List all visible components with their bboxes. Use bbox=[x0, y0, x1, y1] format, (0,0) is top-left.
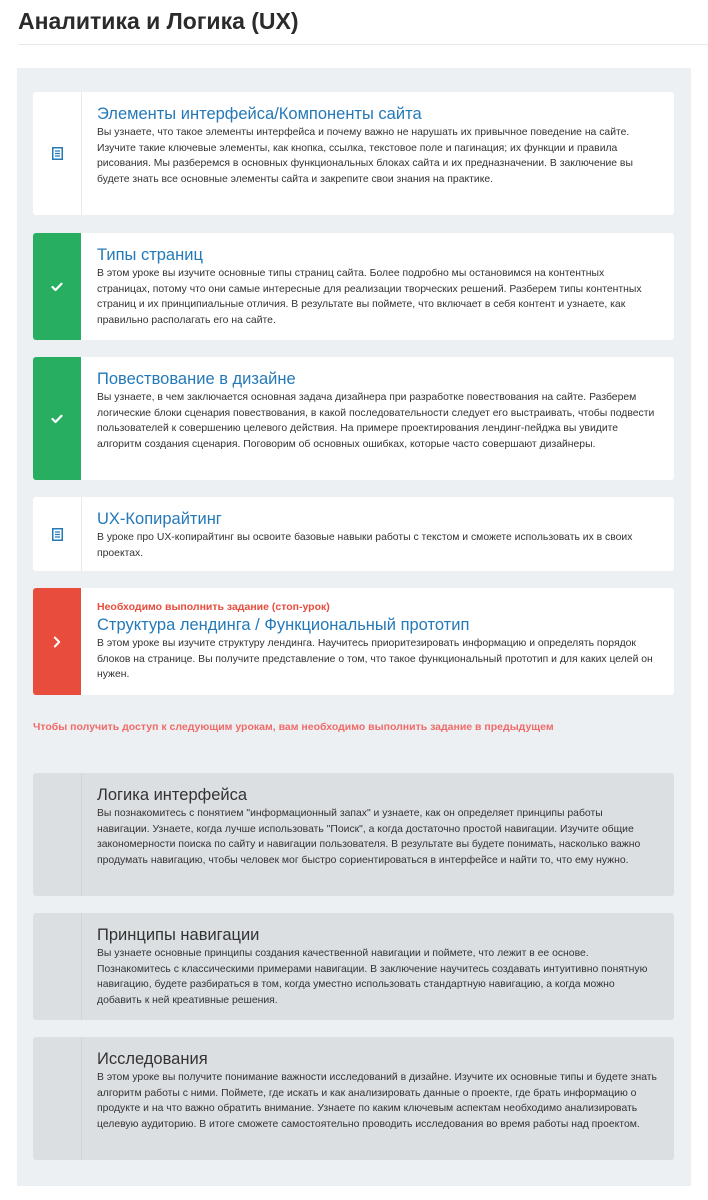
lesson-status bbox=[33, 588, 81, 695]
lesson-title-link[interactable]: UX-Копирайтинг bbox=[97, 510, 222, 528]
locked-lesson-card bbox=[33, 1037, 674, 1160]
lesson-description: В этом уроке вы изучите структуру лендинга. Научитесь приоритезировать информацию и определять порядок блоков на странице. Вы получите представление о том, что такое функциональный прототип и для каких целей он нужен. bbox=[97, 638, 653, 680]
lesson-description: В этом уроке вы получите понимание важности исследований в дизайне. Изучите их основные типы и будете знать алгоритм работы с ними. Поймете, где искать и как анализировать данные о проекте, где брать информацию о продукте и на что важно обратить внимание. Узнаете по каким ключевым аспектам необходимо анализировать целевую аудиторию. В итоге сможете самостоятельно проводить исследования во время работы над проектом. bbox=[97, 1072, 657, 1130]
lesson-card[interactable] bbox=[33, 92, 674, 215]
lesson-description: Вы узнаете, в чем заключается основная задача дизайнера при разработке повествования на сайте. Разберем логические блоки сценария повествования, в какой последовательности следует его выстраивать, чтобы подвести пользователей к совершению целевого действия. На примере проектирования лендинг-пейджа вы увидите алгоритм создания сценария. Поговорим об основных ошибках, которые часто совершают дизайнеры. bbox=[97, 392, 655, 450]
lesson-title-link[interactable]: Типы страниц bbox=[97, 246, 203, 264]
lesson-description: В уроке про UX-копирайтинг вы освоите базовые навыки работы с текстом и сможете использовать их в своих проектах. bbox=[97, 532, 633, 559]
lesson-title: Принципы навигации bbox=[97, 926, 260, 944]
locked-lesson-card bbox=[33, 773, 674, 896]
checkmark-icon bbox=[51, 282, 63, 292]
lesson-card[interactable] bbox=[33, 233, 674, 340]
lesson-list bbox=[17, 68, 691, 1186]
chevron-right-icon bbox=[53, 636, 61, 648]
lesson-description: Вы познакомитесь с понятием "информационный запах" и узнаете, как он определяет принципы работы навигации. Узнаете, когда лучше использовать "Поиск", а когда достаточно простой навигации. Изучите общие закономерности поиска по сайту и навигации пользователя. В результате вы будете понимать, насколько важно продумать навигацию, чтобы человек мог быстро сориентироваться в интерфейсе и найти то, что ему нужно. bbox=[97, 808, 641, 866]
lesson-title-link[interactable]: Структура лендинга / Функциональный прототип bbox=[97, 616, 470, 634]
lesson-status bbox=[33, 913, 82, 1020]
lesson-title: Исследования bbox=[97, 1050, 208, 1068]
checkmark-icon bbox=[51, 414, 63, 424]
page-header bbox=[18, 0, 708, 45]
lesson-description: Вы узнаете основные принципы создания качественной навигации и поймете, что лежит в ее основе. Познакомитесь с классическими примерами навигации. В заключение научитесь создавать интуитивно понятную навигацию, будете разбираться в том, когда уместно использовать стандартную навигацию, а когда можно добавить к ней креативные решения. bbox=[97, 948, 648, 1006]
lesson-status bbox=[33, 357, 81, 480]
lesson-card[interactable] bbox=[33, 497, 674, 571]
document-list-icon bbox=[52, 147, 63, 160]
stop-lesson-label: Необходимо выполнить задание (стоп-урок) bbox=[97, 601, 330, 613]
lesson-status bbox=[33, 92, 82, 215]
lesson-card[interactable] bbox=[33, 357, 674, 480]
lesson-description: Вы узнаете, что такое элементы интерфейса и почему важно не нарушать их привычное поведение на сайте. Изучите такие ключевые элементы, как кнопка, ссылка, текстовое поле и пагинация; их функции и правила рисования. Мы разберемся в основных функциональных блоках сайта и их предназначении. В заключение вы будете знать все основные элементы сайта и закрепите свои знания на практике. bbox=[97, 127, 633, 185]
lesson-title-link[interactable]: Повествование в дизайне bbox=[97, 370, 296, 388]
lesson-status bbox=[33, 497, 82, 571]
page-title: Аналитика и Логика (UX) bbox=[18, 8, 299, 34]
locked-lesson-card bbox=[33, 913, 674, 1020]
document-list-icon bbox=[52, 528, 63, 541]
lesson-status bbox=[33, 773, 82, 896]
lesson-card-stop[interactable] bbox=[33, 588, 674, 695]
lesson-description: В этом уроке вы изучите основные типы страниц сайта. Более подробно мы остановимся на контентных страницах, потому что они самые интересные для реализации творческих решений. Разберем типы контентных страниц и их принципиальные отличия. В результате вы поймете, что включает в себя контент и узнаете, как правильно располагать его на сайте. bbox=[97, 268, 642, 326]
lesson-title: Логика интерфейса bbox=[97, 786, 248, 804]
lesson-title-link[interactable]: Элементы интерфейса/Компоненты сайта bbox=[97, 105, 422, 123]
lesson-status bbox=[33, 233, 81, 340]
lesson-status bbox=[33, 1037, 82, 1160]
locked-notice: Чтобы получить доступ к следующим урокам, вам необходимо выполнить задание в предыдущем bbox=[33, 721, 554, 733]
